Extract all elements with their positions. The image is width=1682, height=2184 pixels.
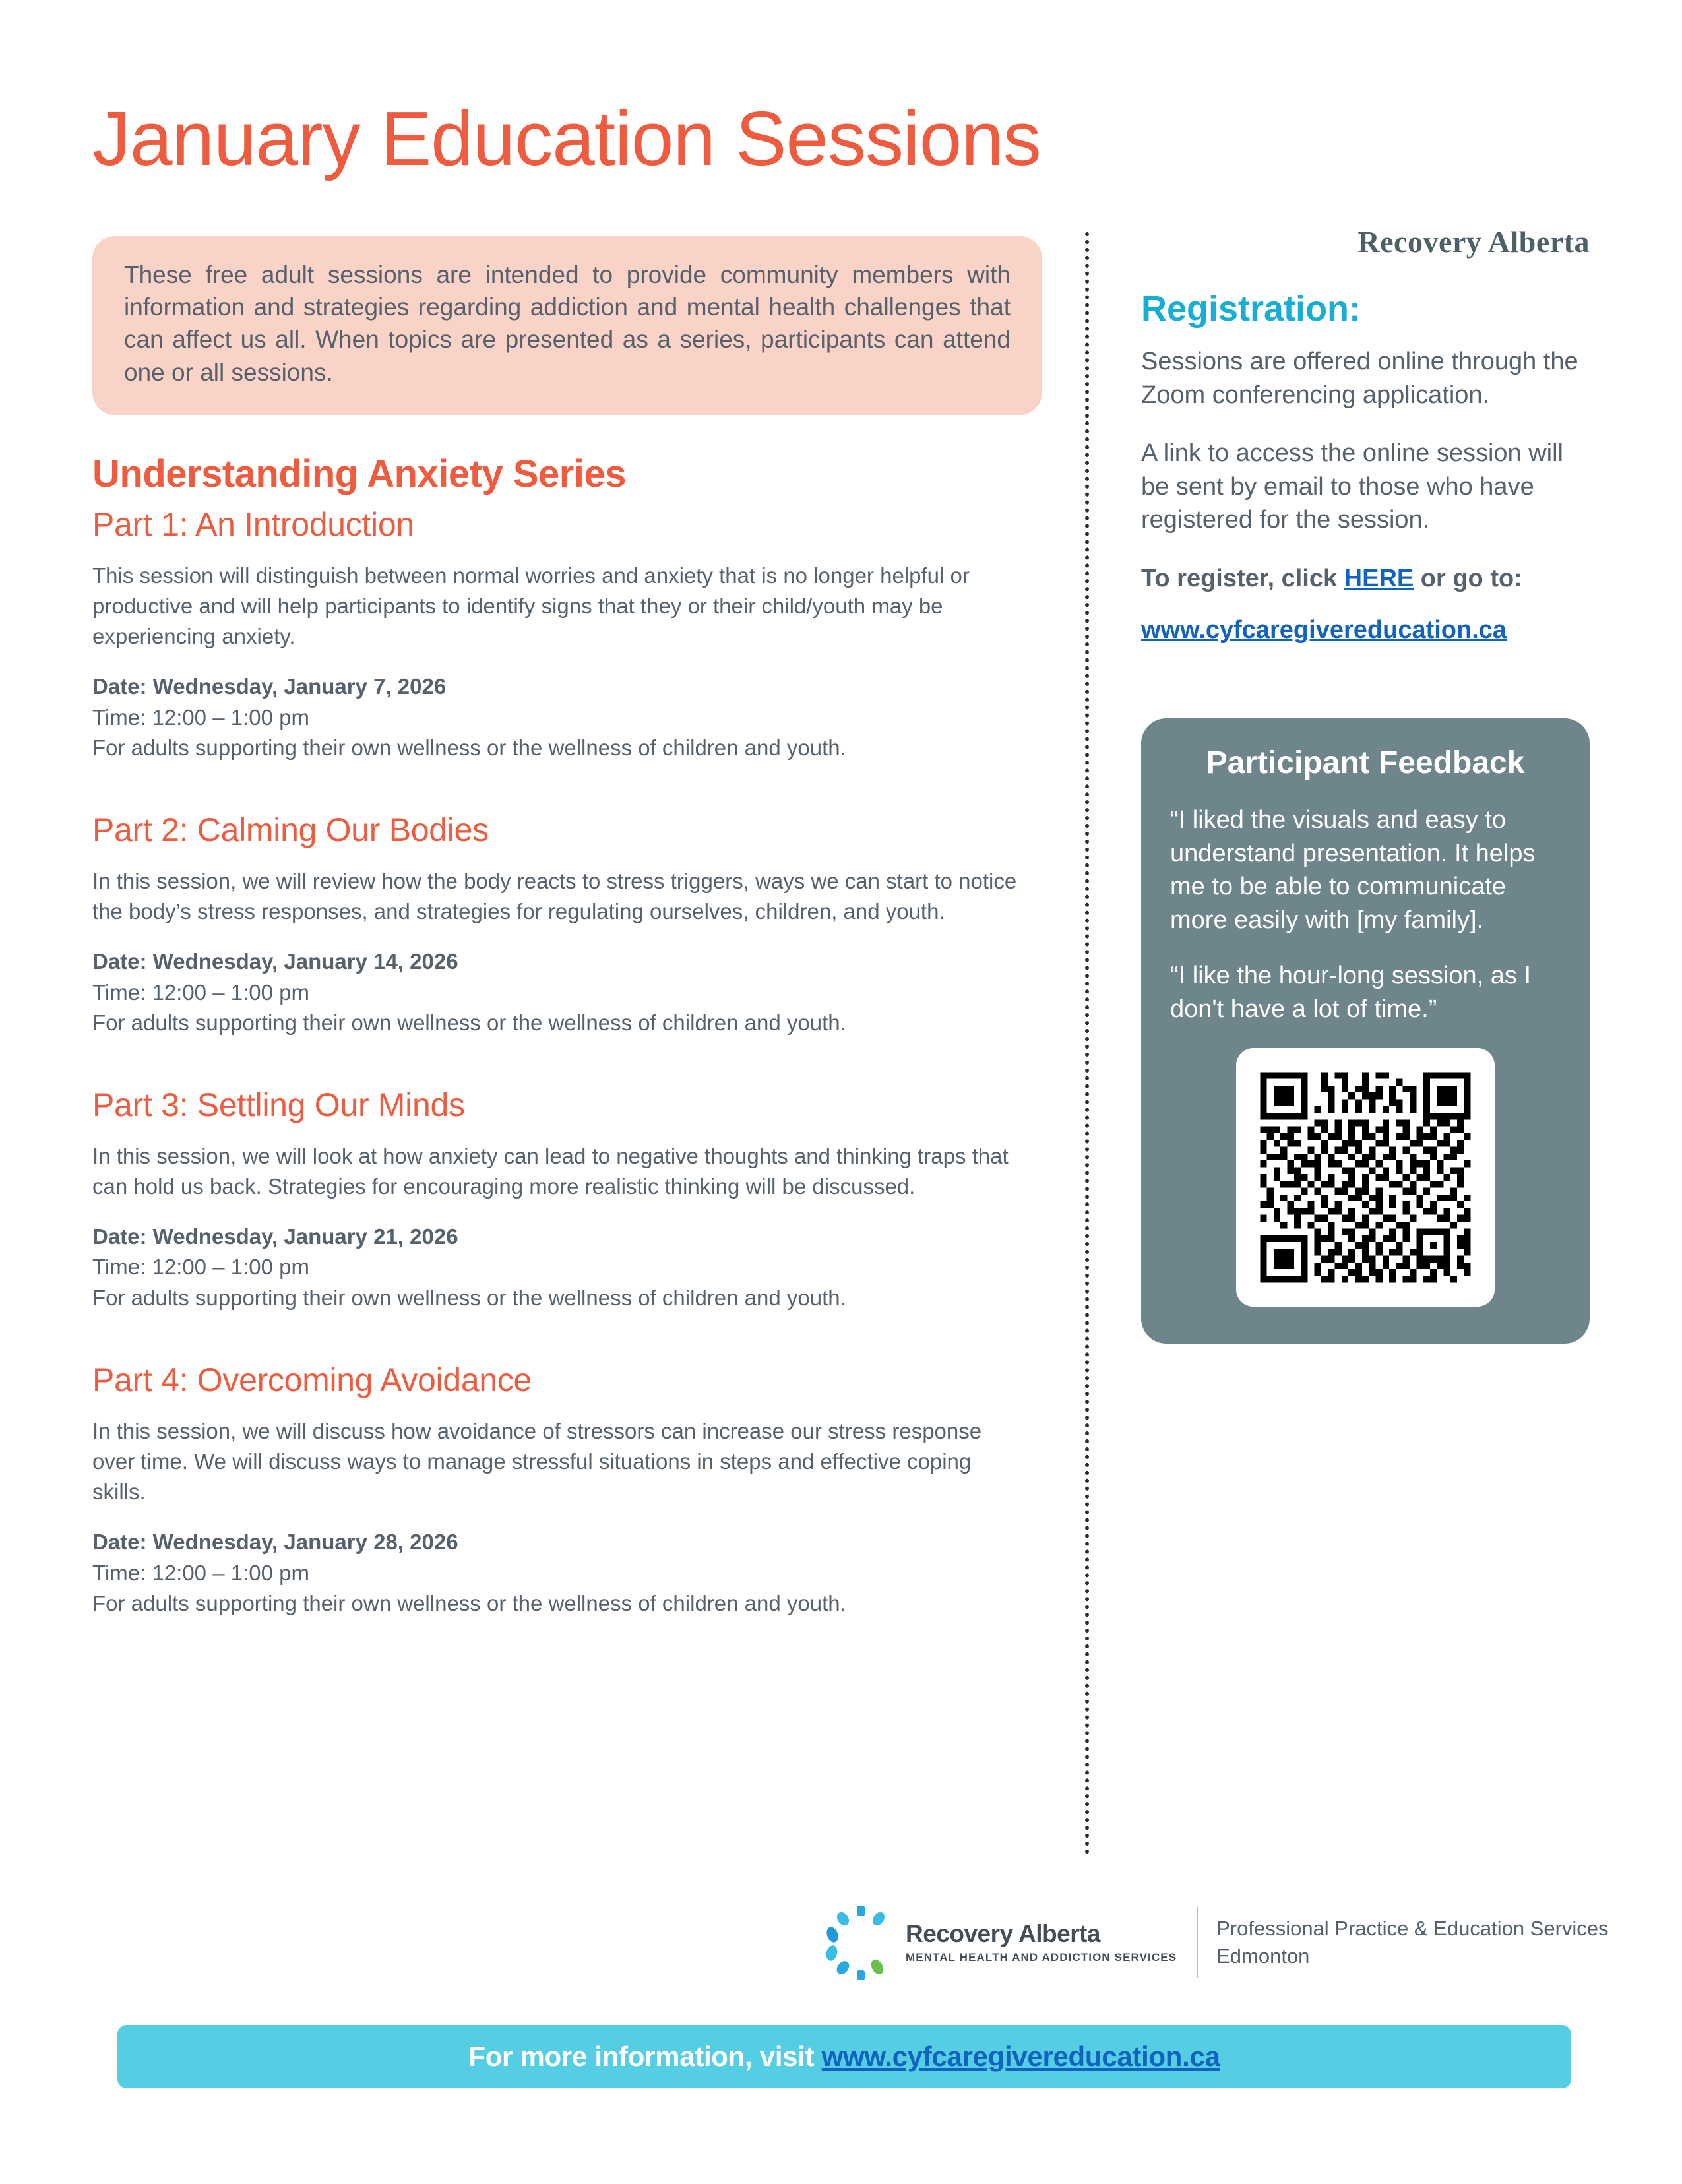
feedback-quote-1: “I liked the visuals and easy to understand presentation. It helps me to be able to communicate more easily with [my family]. [1170, 806, 1536, 934]
part-1-audience: For adults supporting their own wellness or the wellness of children and youth. [92, 735, 846, 760]
qr-code-wrapper [1170, 1048, 1561, 1307]
feedback-quote-2: “I like the hour-long session, as I don't have a lot of time.” [1170, 962, 1532, 1023]
cta-text-after: or go to: [1414, 564, 1522, 592]
part-4-description: In this session, we will discuss how avoidance of stressors can increase our stress response over time. We will discuss ways to manage stressful situations in steps and effective coping skills. [92, 1418, 982, 1505]
part-2-title: Part 2: Calming Our Bodies [92, 811, 489, 848]
part-1-description: This session will distinguish between normal worries and anxiety that is no longer helpful or productive and will help participants to identify signs that they or their child/youth may be experiencing anxiety. [92, 563, 970, 649]
intro-callout-box [92, 236, 1042, 415]
banner-text-before: For more information, visit [468, 2041, 822, 2072]
part-2-audience: For adults supporting their own wellness or the wellness of children and youth. [92, 1010, 846, 1035]
page-title: January Education Sessions [92, 96, 1041, 181]
session-part-3 [92, 1086, 1042, 1313]
organization-name: Recovery Alberta [1357, 225, 1590, 259]
footer-city: Edmonton [1216, 1945, 1310, 1968]
part-3-title: Part 3: Settling Our Minds [92, 1086, 465, 1123]
intro-text: These free adult sessions are intended to provide community members with information and strategies regarding addiction and mental health challenges that can affect us all. When topics are presented as a series, participants can attend one or all sessions. [124, 261, 1011, 386]
part-1-date: Date: Wednesday, January 7, 2026 [92, 674, 447, 699]
part-1-time: Time: 12:00 – 1:00 pm [92, 704, 309, 730]
registration-call-to-action [1141, 562, 1590, 596]
part-4-date: Date: Wednesday, January 28, 2026 [92, 1530, 458, 1555]
feedback-title: Participant Feedback [1206, 745, 1525, 781]
qr-code-card[interactable] [1236, 1048, 1495, 1307]
footer-separator [1197, 1907, 1198, 1978]
part-4-audience: For adults supporting their own wellness or the wellness of children and youth. [92, 1590, 846, 1615]
part-2-time: Time: 12:00 – 1:00 pm [92, 980, 309, 1005]
session-part-1 [92, 505, 1042, 763]
participant-feedback-box [1141, 718, 1590, 1344]
part-3-time: Time: 12:00 – 1:00 pm [92, 1255, 309, 1280]
logo-tagline: MENTAL HEALTH AND ADDICTION SERVICES [906, 1951, 1177, 1964]
banner-text [468, 2041, 1220, 2073]
register-here-link[interactable]: HERE [1344, 564, 1414, 592]
right-column [1141, 224, 1590, 1344]
part-2-meta [92, 947, 1042, 1038]
recovery-alberta-logo-icon [821, 1903, 900, 1982]
part-1-title: Part 1: An Introduction [92, 505, 414, 543]
cta-text-before: To register, click [1141, 564, 1344, 592]
part-4-meta [92, 1527, 1042, 1619]
part-3-audience: For adults supporting their own wellness or the wellness of children and youth. [92, 1285, 846, 1310]
session-part-4 [92, 1361, 1042, 1619]
footer-department: Professional Practice & Education Services [1216, 1916, 1609, 1940]
part-4-time: Time: 12:00 – 1:00 pm [92, 1560, 309, 1585]
logo-organization-name: Recovery Alberta [906, 1919, 1100, 1947]
registration-website-link[interactable]: www.cyfcaregivereducation.ca [1141, 616, 1507, 644]
part-3-meta [92, 1222, 1042, 1313]
part-2-description: In this session, we will review how the body reacts to stress triggers, ways we can start to notice the body’s stress responses, and strategies for regulating ourselves, children, and youth. [92, 868, 1017, 924]
series-heading: Understanding Anxiety Series [92, 452, 626, 495]
registration-paragraph-2: A link to access the online session will be sent by email to those who have registered for the session. [1141, 439, 1563, 534]
registration-paragraph-1: Sessions are offered online through the Zoom conferencing application. [1141, 348, 1578, 409]
banner-website-link[interactable]: www.cyfcaregivereducation.ca [821, 2041, 1220, 2072]
part-3-description: In this session, we will look at how anxiety can lead to negative thoughts and thinking traps that can hold us back. Strategies for encouraging more realistic thinking will be discussed. [92, 1143, 1009, 1199]
part-3-date: Date: Wednesday, January 21, 2026 [92, 1224, 458, 1249]
part-1-meta [92, 671, 1042, 763]
footer-department-block [1216, 1915, 1608, 1970]
session-part-2 [92, 811, 1042, 1038]
bottom-info-banner [117, 2025, 1571, 2088]
part-4-title: Part 4: Overcoming Avoidance [92, 1361, 532, 1398]
left-column [92, 236, 1042, 1619]
column-divider [1085, 232, 1089, 1855]
logo-text-block [906, 1921, 1177, 1965]
qr-code-icon [1253, 1065, 1478, 1290]
registration-heading: Registration: [1141, 289, 1361, 328]
part-2-date: Date: Wednesday, January 14, 2026 [92, 949, 458, 974]
footer-branding [821, 1903, 1609, 1982]
